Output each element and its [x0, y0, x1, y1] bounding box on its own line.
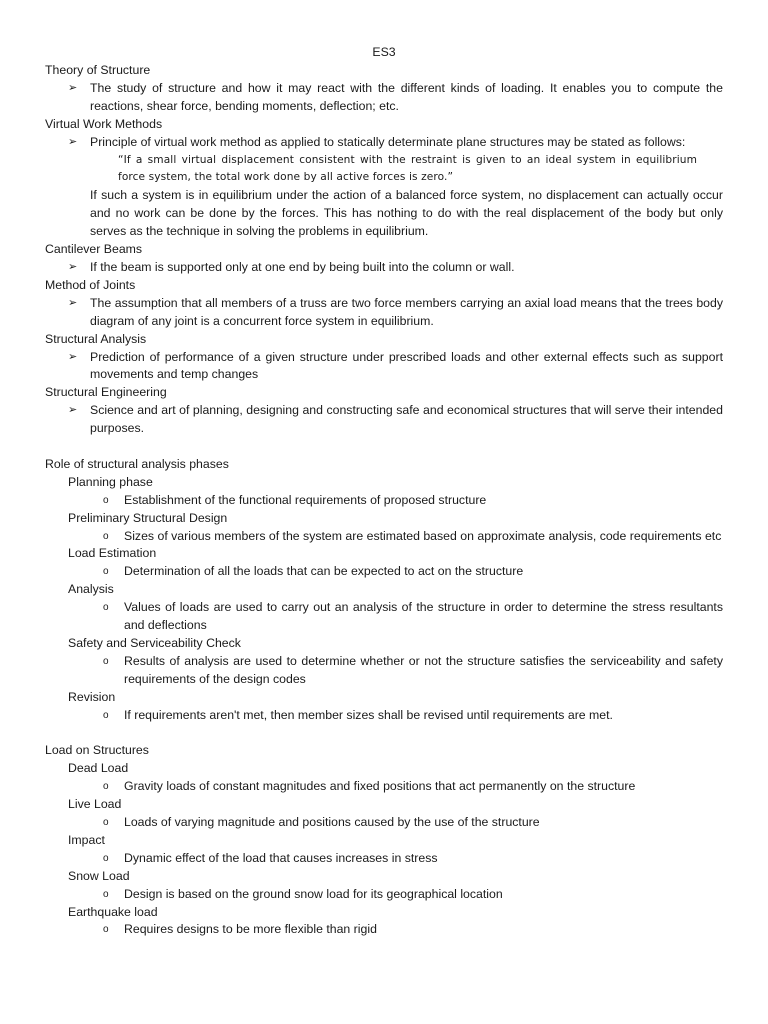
circle-bullet-icon: o: [103, 566, 109, 578]
heading-theory-of-structure: Theory of Structure: [45, 63, 151, 77]
phase-title: Safety and Serviceability Check: [68, 635, 241, 650]
blank-line: [45, 438, 723, 456]
phase-item: [45, 528, 723, 546]
heading-role-phases: Role of structural analysis phases: [45, 456, 229, 471]
quote-block: “If a small virtual displacement consistent with the restraint is given to an ideal system in equilibrium force system, the total work done by all active forces is zero.”: [118, 153, 697, 184]
load-title: Earthquake load: [68, 904, 158, 919]
circle-bullet-icon: o: [103, 781, 109, 793]
arrow-bullet-icon: ➢: [68, 296, 78, 309]
heading-method-of-joints: Method of Joints: [45, 277, 136, 292]
arrow-bullet-icon: ➢: [68, 135, 78, 148]
phase-title: Load Estimation: [68, 546, 157, 561]
bullet-text: The assumption that all members of a truss are two force members carrying an axial load means that the trees body diagram of any joint is a concurrent force system in equilibrium.: [90, 295, 723, 328]
load-text: Loads of varying magnitude and positions caused by the use of the structure: [124, 815, 540, 830]
load-title: Snow Load: [68, 868, 130, 883]
bullet-item: [45, 349, 723, 385]
bullet-item: [45, 80, 723, 116]
circle-bullet-icon: o: [103, 888, 109, 900]
circle-bullet-icon: o: [103, 602, 109, 614]
bullet-text: Prediction of performance of a given structure under prescribed loads and other external effects such as support movements and temp changes: [90, 349, 723, 382]
phase-title: Planning phase: [68, 474, 153, 489]
arrow-bullet-icon: ➢: [68, 81, 78, 94]
load-title: Dead Load: [68, 761, 129, 776]
circle-bullet-icon: o: [103, 709, 109, 721]
circle-bullet-icon: o: [103, 494, 109, 506]
phase-title: Preliminary Structural Design: [68, 510, 228, 525]
arrow-bullet-icon: ➢: [68, 404, 78, 417]
arrow-bullet-icon: ➢: [68, 260, 78, 273]
phase-item: [45, 599, 723, 635]
circle-bullet-icon: o: [103, 655, 109, 667]
circle-bullet-icon: o: [103, 530, 109, 542]
bullet-text: Principle of virtual work method as applied to statically determinate plane structures may be stated as follows:: [90, 134, 686, 149]
load-item: [45, 886, 723, 904]
bullet-text: The study of structure and how it may react with the different kinds of loading. It enables you to compute the reactions, shear force, bending moments, deflection; etc.: [90, 80, 723, 113]
heading-virtual-work-methods: Virtual Work Methods: [45, 116, 163, 131]
phase-item: [45, 492, 723, 510]
bullet-text: Science and art of planning, designing and constructing safe and economical structures that will serve their intended purposes.: [90, 403, 723, 436]
load-text: Requires designs to be more flexible than rigid: [124, 922, 377, 937]
document-title: ES3: [372, 45, 396, 59]
circle-bullet-icon: o: [103, 924, 109, 936]
load-text: Gravity loads of constant magnitudes and fixed positions that act permanently on the structure: [124, 779, 636, 794]
load-title: Impact: [68, 832, 105, 847]
paragraph: If such a system is in equilibrium under the action of a balanced force system, no displacement can actually occur and no work can be done by the forces. This has nothing to do with the real displacement of the body but only serves as the technique in solving the problems in equilibrium.: [90, 188, 723, 239]
phase-text: If requirements aren't met, then member sizes shall be revised until requirements are met.: [124, 707, 613, 722]
arrow-bullet-icon: ➢: [68, 350, 78, 363]
phase-text: Results of analysis are used to determine whether or not the structure satisfies the serviceability and safety requirements of the design codes: [124, 653, 723, 686]
phase-item: [45, 563, 723, 581]
bullet-item: [45, 259, 723, 277]
load-item: [45, 778, 723, 796]
heading-structural-analysis: Structural Analysis: [45, 331, 147, 346]
bullet-item: [45, 295, 723, 331]
load-title: Live Load: [68, 797, 122, 812]
heading-structural-engineering: Structural Engineering: [45, 385, 167, 400]
circle-bullet-icon: o: [103, 817, 109, 829]
phase-title: Analysis: [68, 582, 114, 597]
heading-cantilever-beams: Cantilever Beams: [45, 242, 143, 257]
load-item: [45, 850, 723, 868]
heading-load-on-structures: Load on Structures: [45, 743, 149, 758]
phase-title: Revision: [68, 689, 116, 704]
phase-text: Sizes of various members of the system are estimated based on approximate analysis, code requirements etc: [124, 528, 722, 543]
load-text: Dynamic effect of the load that causes increases in stress: [124, 850, 438, 865]
phase-item: [45, 653, 723, 689]
phase-text: Determination of all the loads that can be expected to act on the structure: [124, 564, 524, 579]
circle-bullet-icon: o: [103, 852, 109, 864]
document-body: [45, 62, 723, 939]
bullet-text: If the beam is supported only at one end by being built into the column or wall.: [90, 259, 515, 274]
blank-line: [45, 725, 723, 743]
bullet-item: [45, 402, 723, 438]
phase-text: Values of loads are used to carry out an analysis of the structure in order to determine the stress resultants and deflections: [124, 600, 723, 633]
bullet-item: [45, 134, 723, 152]
load-text: Design is based on the ground snow load for its geographical location: [124, 886, 503, 901]
load-item: [45, 814, 723, 832]
phase-text: Establishment of the functional requirements of proposed structure: [124, 492, 487, 507]
load-item: [45, 921, 723, 939]
phase-item: [45, 707, 723, 725]
